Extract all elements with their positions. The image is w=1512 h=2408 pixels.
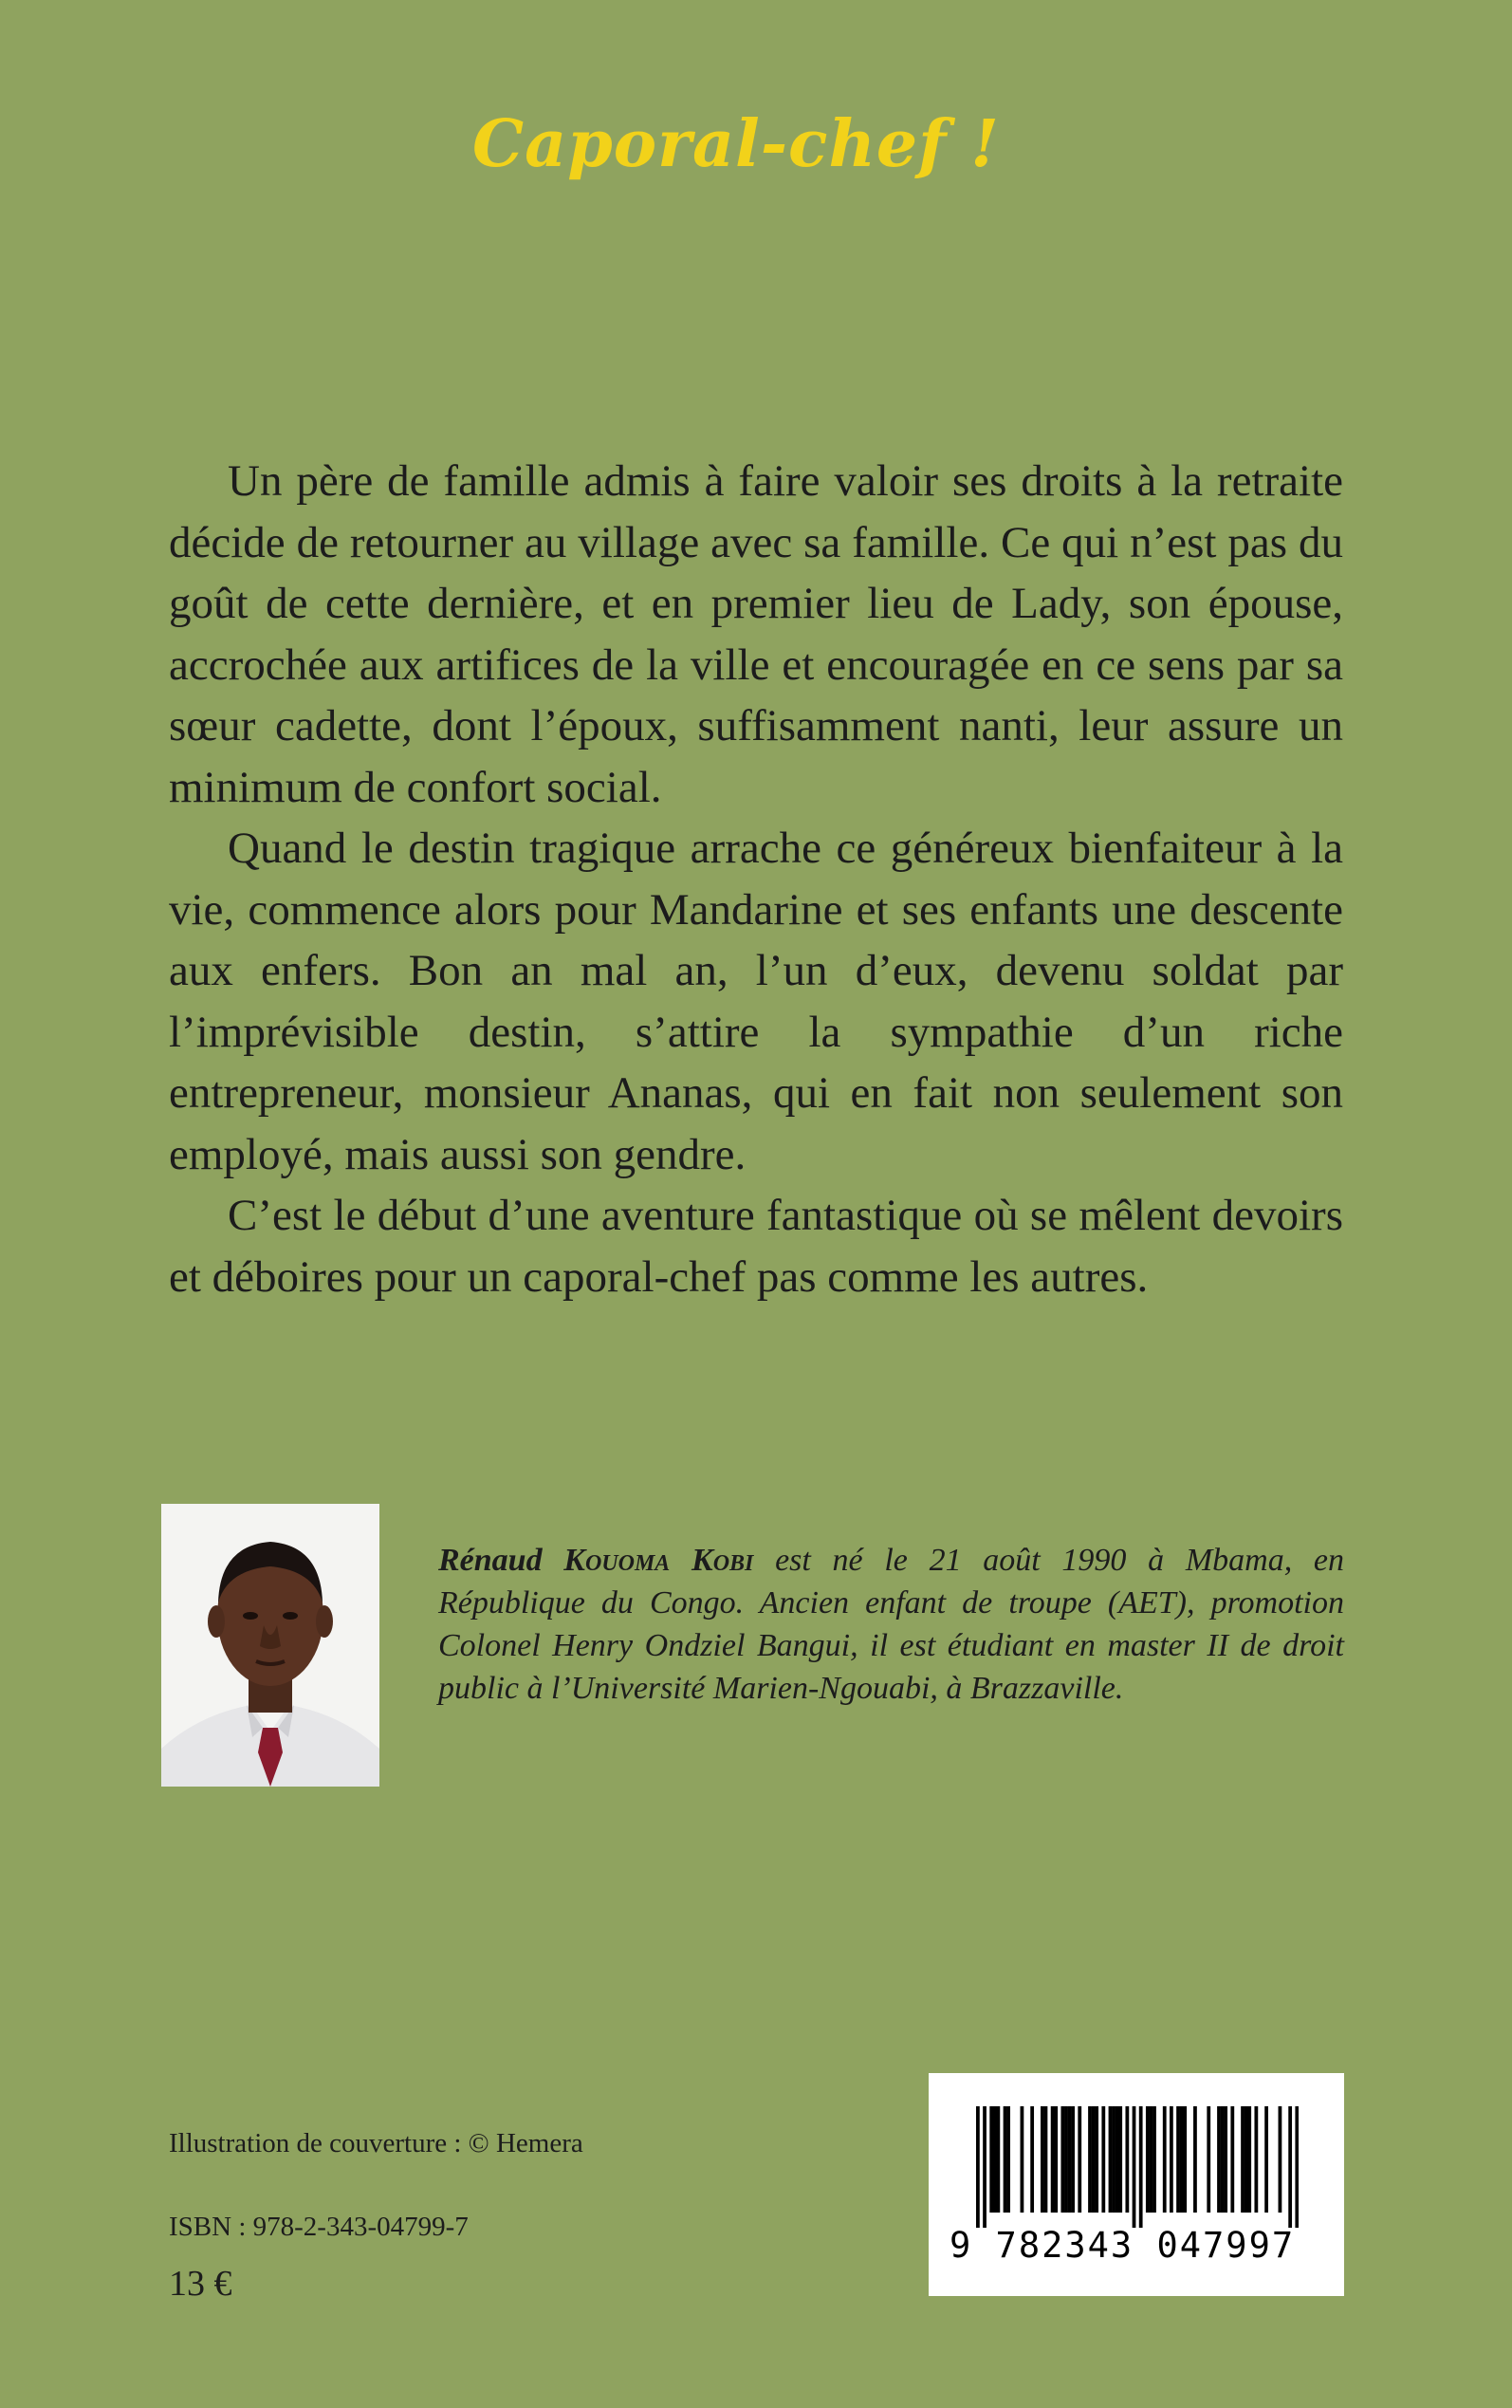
barcode-bar xyxy=(1044,2106,1048,2213)
barcode-bar xyxy=(1241,2106,1245,2213)
synopsis-paragraph-2: Quand le destin tragique arrache ce généreux bienfaiteur à la vie, commence alors pour Mandarine et ses enfants une descente aux enfers. Bon an mal an, l’un d’eux, devenu soldat par l’imprévisible destin, s’attire la sympathie d’un riche entrepreneur, monsieur Ananas, qui en fait non seulement son employé, mais aussi son gendre. xyxy=(169,824,1343,1179)
author-bio xyxy=(438,1539,1344,1710)
barcode-bar xyxy=(1193,2106,1197,2213)
barcode-bar xyxy=(993,2106,997,2213)
barcode-bar xyxy=(976,2106,980,2228)
barcode-bar xyxy=(1051,2106,1055,2213)
barcode-bar xyxy=(1133,2106,1136,2228)
barcode-bar xyxy=(1116,2106,1119,2213)
barcode-bar xyxy=(1217,2106,1221,2213)
barcode-bar xyxy=(1295,2106,1299,2228)
barcode-bar xyxy=(1264,2106,1268,2213)
barcode-bar xyxy=(1112,2106,1116,2213)
barcode-bar xyxy=(1221,2106,1225,2213)
barcode-bar xyxy=(983,2106,986,2228)
synopsis-paragraph-3: C’est le début d’une aventure fantastique où se mêlent devoirs et déboires pour un caporal-chef pas comme les autres. xyxy=(169,1191,1343,1302)
barcode-bar xyxy=(1163,2106,1167,2213)
price: 13 € xyxy=(169,2264,232,2304)
barcode-bar xyxy=(1152,2106,1156,2213)
barcode-bar xyxy=(1041,2106,1044,2213)
barcode-bar xyxy=(1146,2106,1150,2213)
author-first-name: Rénaud xyxy=(438,1543,543,1578)
barcode-bar xyxy=(1125,2106,1129,2213)
barcode-bar xyxy=(1139,2106,1143,2228)
barcode-bar xyxy=(1245,2106,1248,2213)
barcode-bars xyxy=(976,2106,1299,2228)
barcode-bar xyxy=(1118,2106,1122,2213)
barcode-bar xyxy=(1176,2106,1180,2213)
author-photo xyxy=(161,1504,379,1787)
barcode-bar xyxy=(1101,2106,1105,2213)
barcode-bar xyxy=(1183,2106,1187,2213)
cover-credit: Illustration de couverture : © Hemera xyxy=(169,2128,583,2158)
barcode-digits: 9 782343 047997 xyxy=(950,2225,1296,2266)
barcode-bar xyxy=(1288,2106,1292,2228)
author-portrait-image xyxy=(161,1504,379,1787)
barcode-bar xyxy=(1004,2106,1007,2213)
barcode-bar xyxy=(1150,2106,1153,2213)
synopsis-paragraph-1: Un père de famille admis à faire valoir ses droits à la retraite décide de retourner au village avec sa famille. Ce qui n’est pas du goût de cette dernière, et en premier lieu de Lady, son épouse, accrochée aux artifices de la ville et encouragée en ce sens par sa sœur cadette, dont l’époux, suffisamment nanti, leur assure un minimum de confort social. xyxy=(169,456,1343,812)
barcode-bar xyxy=(1060,2106,1064,2213)
barcode-bar xyxy=(1247,2106,1251,2213)
barcode-bar xyxy=(1254,2106,1258,2213)
barcode xyxy=(929,2073,1344,2296)
book-title: Caporal-chef ! xyxy=(472,106,1000,182)
author-name xyxy=(438,1543,753,1578)
barcode-bar xyxy=(1207,2106,1210,2213)
barcode-bar xyxy=(1230,2106,1234,2213)
barcode-bar xyxy=(1224,2106,1227,2213)
barcode-bar xyxy=(996,2106,1000,2213)
barcode-bar xyxy=(1054,2106,1058,2213)
barcode-bar xyxy=(1180,2106,1184,2213)
barcode-bar xyxy=(1078,2106,1081,2213)
barcode-bar xyxy=(1030,2106,1034,2213)
barcode-bar xyxy=(1095,2106,1098,2213)
isbn: ISBN : 978-2-343-04799-7 xyxy=(169,2212,469,2242)
barcode-bar xyxy=(1071,2106,1075,2213)
barcode-bar xyxy=(1279,2106,1282,2213)
synopsis xyxy=(169,451,1343,1307)
barcode-bar xyxy=(1109,2106,1113,2213)
barcode-bar xyxy=(1068,2106,1072,2213)
barcode-bar xyxy=(1006,2106,1010,2213)
barcode-bar xyxy=(1092,2106,1096,2213)
author-bio-text: est né le 21 août 1990 à Mbama, en République du Congo. Ancien enfant de troupe (AET), promotion Colonel Henry Ondziel Bangui, il est étudiant en master II de droit public à l’Université Marien-Ngouabi, à Brazzaville. xyxy=(438,1543,1345,1706)
barcode-bar xyxy=(1170,2106,1173,2213)
barcode-bar xyxy=(1064,2106,1068,2213)
author-last-name: Kouoma Kobi xyxy=(563,1543,754,1578)
barcode-bar xyxy=(1088,2106,1092,2213)
barcode-bar xyxy=(1021,2106,1024,2213)
barcode-bar xyxy=(989,2106,993,2213)
